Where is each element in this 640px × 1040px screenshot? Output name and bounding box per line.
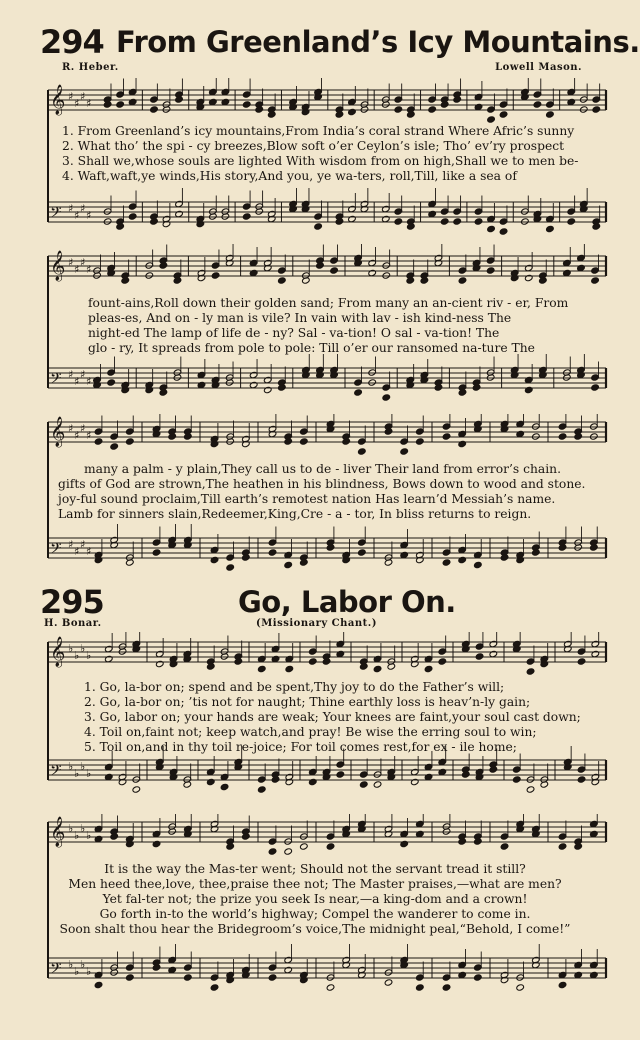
- sharp-icon: ♯: [86, 429, 92, 442]
- note-head: [524, 386, 533, 393]
- note-head: [373, 665, 382, 672]
- note-head: [526, 668, 535, 675]
- lyricist-credit: H. Bonar.: [44, 618, 102, 629]
- note-head: [278, 277, 287, 284]
- note-head: [532, 433, 541, 440]
- flat-icon: ♭: [86, 829, 92, 842]
- sharp-icon: ♯: [68, 368, 74, 381]
- sharp-icon: ♯: [74, 545, 80, 558]
- note-head: [474, 218, 483, 225]
- note-head: [285, 665, 294, 672]
- note-head: [591, 384, 600, 391]
- tune-name: (Missionary Chant.): [256, 618, 377, 629]
- note-head: [210, 556, 219, 563]
- bass-clef-icon: 𝄢: [50, 960, 62, 981]
- bass-clef-icon: 𝄢: [50, 762, 62, 783]
- flat-icon: ♭: [80, 822, 86, 835]
- note-head: [373, 781, 382, 788]
- note-head: [326, 843, 335, 850]
- note-head: [516, 984, 525, 991]
- flat-icon: ♭: [74, 829, 80, 842]
- note-head: [500, 843, 509, 850]
- note-head: [382, 394, 391, 401]
- note-head: [326, 984, 335, 991]
- note-head: [524, 274, 533, 281]
- note-head: [546, 225, 555, 232]
- note-head: [284, 561, 293, 568]
- flat-icon: ♭: [86, 649, 92, 662]
- note-head: [458, 556, 467, 563]
- note-head: [257, 665, 266, 672]
- note-head: [359, 781, 368, 788]
- note-head: [184, 974, 193, 981]
- note-head: [257, 786, 266, 793]
- note-head: [308, 658, 317, 665]
- flat-icon: ♭: [86, 767, 92, 780]
- note-head: [284, 848, 293, 855]
- note-head: [558, 981, 567, 988]
- note-head: [579, 106, 588, 113]
- note-head: [348, 108, 357, 115]
- note-head: [521, 218, 530, 225]
- flat-icon: ♭: [74, 649, 80, 662]
- note-head: [410, 778, 419, 785]
- lyric-line: pleas-es, And on - ly man is vile? In vain with lav - ish kind-ness The: [88, 311, 512, 325]
- note-head: [354, 389, 363, 396]
- note-head: [206, 778, 215, 785]
- flat-icon: ♭: [80, 958, 86, 971]
- note-head: [300, 438, 309, 445]
- note-head: [394, 218, 403, 225]
- note-head: [103, 218, 112, 225]
- sharp-icon: ♯: [68, 256, 74, 269]
- note-head: [220, 783, 229, 790]
- note-head: [440, 218, 449, 225]
- note-head: [416, 438, 425, 445]
- note-head: [400, 448, 409, 455]
- note-head: [330, 267, 339, 274]
- note-head: [486, 267, 495, 274]
- lyric-line: It is the way the Mas-ter went; Should not the servant tread it still?: [104, 862, 526, 876]
- bass-clef-icon: 𝄢: [50, 540, 62, 561]
- note-head: [487, 225, 496, 232]
- note-head: [558, 843, 567, 850]
- note-head: [558, 433, 567, 440]
- note-head: [132, 786, 141, 793]
- note-head: [145, 272, 154, 279]
- lyric-line: glo - ry, It spreads from pole to pole: Till o’er our ransomed na-ture The: [88, 341, 535, 355]
- sharp-icon: ♯: [80, 256, 86, 269]
- lyric-line: Lamb for sinners slain,Redeemer,King,Cre - a - tor, In bliss returns to reign.: [58, 507, 532, 521]
- note-head: [242, 101, 251, 108]
- lyric-line: Soon shalt thou hear the Bridegroom’s voice,The midnight peal,“Behold, I come!”: [59, 922, 571, 936]
- note-head: [526, 786, 535, 793]
- lyricist-credit: R. Heber.: [62, 62, 119, 73]
- note-head: [591, 277, 600, 284]
- note-head: [263, 386, 272, 393]
- note-head: [499, 111, 508, 118]
- lyrics-block-4: [40, 680, 610, 755]
- note-head: [94, 981, 103, 988]
- hymn-number: 295: [40, 583, 104, 621]
- note-head: [424, 665, 433, 672]
- sharp-icon: ♯: [68, 90, 74, 103]
- note-head: [336, 771, 345, 778]
- treble-clef-icon: 𝄞: [50, 417, 66, 447]
- flat-icon: ♭: [68, 642, 74, 655]
- note-head: [458, 440, 467, 447]
- note-head: [308, 778, 317, 785]
- note-head: [546, 111, 555, 118]
- bass-clef-icon: 𝄢: [50, 370, 62, 391]
- note-head: [358, 448, 367, 455]
- sharp-icon: ♯: [80, 202, 86, 215]
- note-head: [210, 984, 219, 991]
- note-head: [416, 984, 425, 991]
- note-head: [453, 218, 462, 225]
- lyric-line: 2. What tho’ the spi - cy breezes,Blow soft o’er Ceylon’s isle; Tho’ ev’ry prospect: [62, 139, 565, 153]
- sharp-icon: ♯: [80, 368, 86, 381]
- lyric-line: Men heed thee,love, thee,praise thee not; The Master praises,—what are men?: [68, 877, 562, 891]
- note-head: [226, 564, 235, 571]
- flat-icon: ♭: [68, 760, 74, 773]
- flat-icon: ♭: [74, 767, 80, 780]
- note-head: [475, 653, 484, 660]
- flat-icon: ♭: [74, 965, 80, 978]
- note-head: [300, 843, 309, 850]
- note-head: [442, 433, 451, 440]
- sharp-icon: ♯: [80, 90, 86, 103]
- note-head: [428, 106, 437, 113]
- bass-clef-icon: 𝄢: [50, 204, 62, 225]
- lyric-line: 1. From Greenland’s icy mountains,From India’s coral strand Where Afric’s sunny: [62, 124, 575, 138]
- lyric-line: 3. Shall we,whose souls are lighted With wisdom from on high,Shall we to men be-: [62, 154, 579, 168]
- lyric-line: 4. Toil on,faint not; keep watch,and pray! Be wise the erring soul to win;: [84, 725, 537, 739]
- note-head: [314, 223, 323, 230]
- note-head: [94, 438, 103, 445]
- lyrics-block-5: [40, 862, 610, 937]
- sharp-icon: ♯: [68, 422, 74, 435]
- lyric-line: 3. Go, labor on; your hands are weak; Your knees are faint,your soul cast down;: [84, 710, 581, 724]
- note-head: [358, 549, 367, 556]
- sharp-icon: ♯: [86, 263, 92, 276]
- note-head: [268, 974, 277, 981]
- sharp-icon: ♯: [80, 538, 86, 551]
- sharp-icon: ♯: [74, 375, 80, 388]
- note-head: [400, 840, 409, 847]
- lyric-line: gifts of God are strown,The heathen in his blindness, Bows down to wood and stone.: [58, 477, 586, 491]
- sharp-icon: ♯: [86, 209, 92, 222]
- note-head: [107, 379, 116, 386]
- note-head: [577, 776, 586, 783]
- note-head: [592, 106, 601, 113]
- lyric-line: joy-ful sound proclaim,Till earth’s remotest nation Has learn’d Messiah’s name.: [58, 492, 556, 506]
- sharp-icon: ♯: [80, 422, 86, 435]
- sharp-icon: ♯: [74, 97, 80, 110]
- sharp-icon: ♯: [68, 202, 74, 215]
- hymn-number: 294: [40, 23, 104, 61]
- lyric-line: 5. Toil on,and in thy toil re-joice; For toil comes rest,for ex - ile home;: [84, 740, 517, 754]
- lyric-line: 4. Waft,waft,ye winds,His story,And you, ye wa-ters, roll,Till, like a sea of: [62, 169, 517, 183]
- flat-icon: ♭: [68, 822, 74, 835]
- lyrics-block-1: [40, 124, 610, 184]
- note-head: [442, 559, 451, 566]
- note-head: [152, 840, 161, 847]
- sharp-icon: ♯: [86, 545, 92, 558]
- sharp-icon: ♯: [74, 209, 80, 222]
- composer-credit: Lowell Mason.: [495, 62, 582, 73]
- note-head: [211, 272, 220, 279]
- note-head: [577, 658, 586, 665]
- lyric-line: Go forth in-to the world’s highway; Compel the wanderer to come in.: [99, 907, 531, 921]
- note-head: [384, 979, 393, 986]
- note-head: [487, 116, 496, 123]
- note-head: [126, 438, 135, 445]
- treble-clef-icon: 𝄞: [50, 251, 66, 281]
- note-head: [128, 213, 137, 220]
- note-head: [499, 228, 508, 235]
- sharp-icon: ♯: [86, 97, 92, 110]
- note-head: [268, 848, 277, 855]
- note-head: [368, 379, 377, 386]
- lyric-line: 2. Go, la-bor on; ’tis not for naught; Thine earthly loss is heav’n-ly gain;: [84, 695, 531, 709]
- lyrics-block-2: [40, 296, 610, 356]
- lyric-line: many a palm - y plain,They call us to de - liver Their land from error’s chain.: [84, 462, 561, 476]
- note-head: [512, 776, 521, 783]
- note-head: [126, 974, 135, 981]
- flat-icon: ♭: [80, 760, 86, 773]
- flat-icon: ♭: [68, 958, 74, 971]
- note-head: [152, 549, 161, 556]
- note-head: [394, 106, 403, 113]
- treble-clef-icon: 𝄞: [50, 637, 66, 667]
- treble-clef-icon: 𝄞: [50, 85, 66, 115]
- note-head: [458, 277, 467, 284]
- hymn-title: From Greenland’s Icy Mountains.: [116, 25, 640, 59]
- flat-icon: ♭: [86, 965, 92, 978]
- note-head: [116, 101, 125, 108]
- sharp-icon: ♯: [68, 538, 74, 551]
- flat-icon: ♭: [80, 642, 86, 655]
- note-head: [382, 272, 391, 279]
- note-head: [150, 106, 159, 113]
- note-head: [474, 561, 483, 568]
- lyric-line: fount-ains,Roll down their golden sand; From many an an-cient riv - er, From: [88, 296, 569, 310]
- treble-clef-icon: 𝄞: [50, 817, 66, 847]
- note-head: [438, 658, 447, 665]
- sharp-icon: ♯: [74, 263, 80, 276]
- note-head: [442, 984, 451, 991]
- sharp-icon: ♯: [86, 375, 92, 388]
- note-head: [590, 433, 599, 440]
- hymn-title: Go, Labor On.: [238, 585, 456, 619]
- note-head: [567, 218, 576, 225]
- note-head: [155, 660, 164, 667]
- sharp-icon: ♯: [74, 429, 80, 442]
- lyric-line: night-ed The lamp of life de - ny? Sal - va-tion! O sal - va-tion! The: [88, 326, 500, 340]
- note-head: [110, 443, 119, 450]
- note-head: [474, 974, 483, 981]
- note-head: [268, 549, 277, 556]
- note-head: [533, 101, 542, 108]
- lyric-line: Yet fal-ter not; the prize you seek Is near,—a king-dom and a crown!: [102, 892, 528, 906]
- note-head: [242, 213, 251, 220]
- lyrics-block-3: [40, 462, 610, 522]
- lyric-line: 1. Go, la-bor on; spend and be spent,Thy joy to do the Father’s will;: [84, 680, 505, 694]
